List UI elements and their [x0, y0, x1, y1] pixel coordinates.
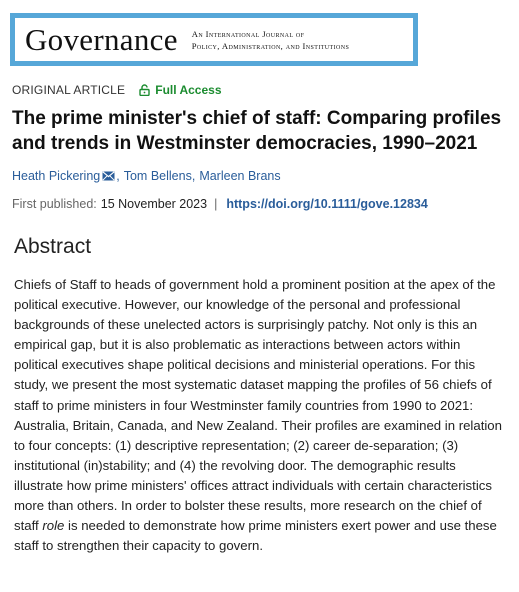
author-link[interactable]: Tom Bellens	[123, 169, 192, 183]
article-title: The prime minister's chief of staff: Comparing profiles and trends in Westminster democracies, 1990–2021	[12, 108, 502, 154]
published-date: 15 November 2023	[100, 197, 208, 211]
journal-name: Governance	[25, 22, 178, 57]
published-label: First published:	[12, 197, 97, 211]
publication-info: First published: 15 November 2023 | https://doi.org/10.1111/gove.12834	[12, 197, 428, 211]
abstract-body	[14, 275, 506, 556]
doi-link[interactable]: https://doi.org/10.1111/gove.12834	[226, 197, 428, 211]
article-type: ORIGINAL ARTICLE	[12, 83, 126, 97]
author-link[interactable]: Marleen Brans	[199, 169, 281, 183]
journal-tagline-line2: Policy, Administration, and Institutions	[191, 40, 350, 51]
abstract-italic-word: role	[42, 518, 65, 534]
abstract-text-part1: Chiefs of Staff to heads of government hold a prominent position at the apex of the political executive. However, our knowledge of the personal and professional backgrounds of these unelected actors is surprisingly patchy. Not only is this an empirical gap, but it is also problematic as interactions between actors within political executives shape political decisions and ministerial operations. For this study, we present the most systematic dataset mapping the profiles of 56 chiefs of staff to prime ministers in four Westminster family countries from 1990 to 2021: Australia, Britain, Canada, and New Zealand. Their profiles are examined in relation to four concepts: (1) descriptive representation; (2) career de-separation; (3) institutional (in)stability; and (4) the revolving door. The demographic results illustrate how prime ministers' offices attract individuals with certain characteristics more than others. In order to bolster these results, more research on the chief of staff	[14, 277, 502, 534]
access-label: Full Access	[155, 83, 222, 97]
envelope-icon[interactable]	[102, 171, 115, 181]
journal-tagline	[192, 28, 349, 52]
abstract-text-part2: is needed to demonstrate how prime ministers exert power and use these staff to strengthen their capacity to govern.	[14, 518, 497, 554]
access-badge	[139, 83, 221, 97]
journal-banner-inner	[15, 18, 413, 61]
journal-banner[interactable]	[10, 13, 418, 66]
author-link[interactable]: Heath Pickering	[12, 169, 101, 183]
article-meta-row	[12, 83, 222, 97]
abstract-heading: Abstract	[14, 235, 92, 258]
lock-open-icon	[139, 84, 150, 96]
author-list: Heath Pickering , Tom Bellens , Marleen Brans	[12, 169, 281, 183]
journal-tagline-line1: An International Journal of	[191, 28, 305, 39]
